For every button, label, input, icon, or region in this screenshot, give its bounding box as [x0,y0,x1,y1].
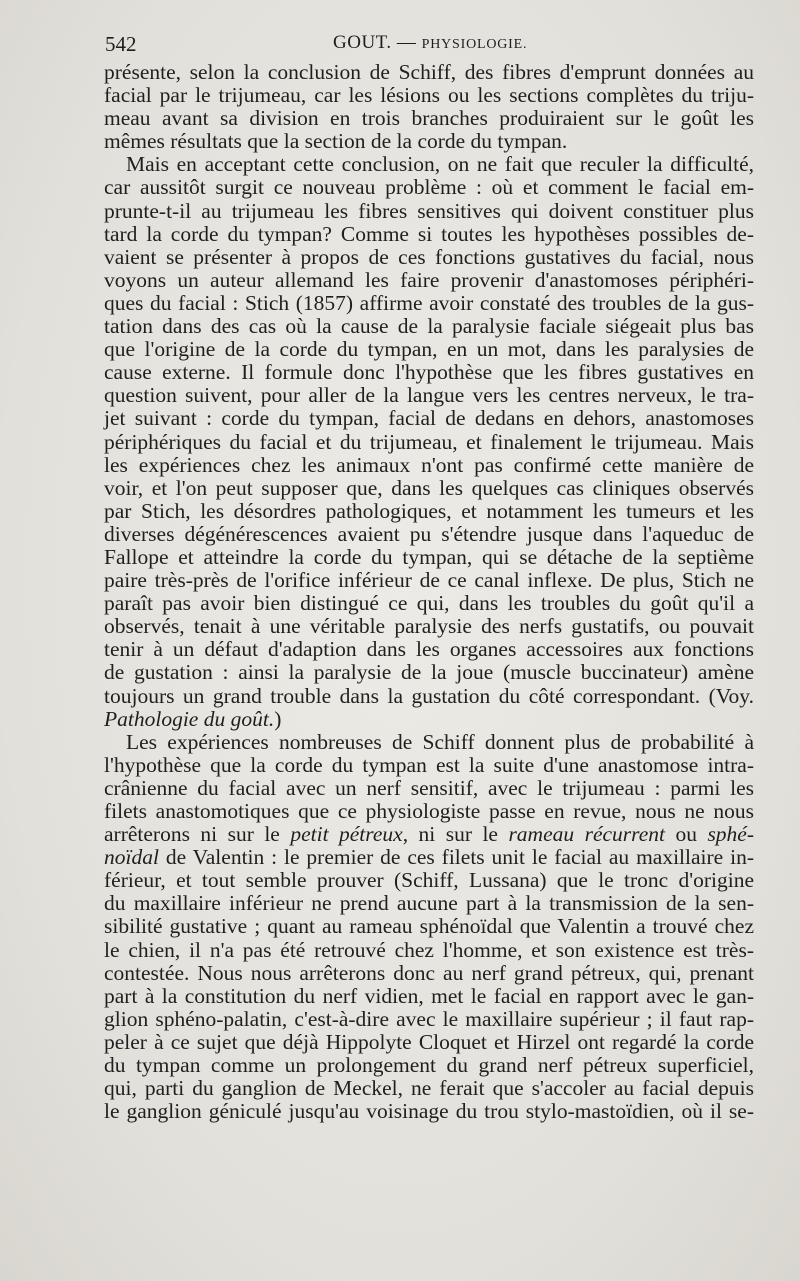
page-header [105,32,750,62]
text-line: tation dans des cas où la cause de la paralysie faciale siégeait plus bas [104,314,754,339]
text-line: présente, selon la conclusion de Schiff, des fibres d'emprunt données au [104,60,754,84]
body-text [104,61,754,1123]
page-number: 542 [105,32,137,56]
text-line [104,708,754,731]
text-line: du maxillaire inférieur ne prend aucune part à la transmission de la sen- [104,891,754,916]
text-line: meau avant sa division en trois branches produiraient sur le goût les [104,106,754,131]
text-line: Fallope et atteindre la corde du tympan, qui se détache de la septième [104,544,754,569]
italic-term: noïdal [104,845,159,870]
text-line: prunte-t-il au trijumeau les fibres sensitives qui doivent constituer plus [104,198,754,223]
text-line: filets anastomotiques que ce physiologiste passe en revue, nous ne nous [104,799,754,823]
text-line: l'hypothèse que la corde du tympan est la suite d'une anastomose intra- [104,752,754,777]
closing-paren: ) [274,706,282,731]
text-line: ques du facial : Stich (1857) affirme avoir constaté des troubles de la gus- [104,290,754,315]
text-segment: , ni sur le [402,822,509,847]
text-line: qui, parti du ganglion de Meckel, ne ferait que s'accoler au facial depuis [104,1076,754,1101]
text-line: Mais en acceptant cette conclusion, on ne fait que reculer la difficulté, [126,152,754,177]
text-line: le ganglion géniculé jusqu'au voisinage du trou stylo-mastoïdien, où il se- [104,1099,754,1124]
text-line: question suivent, pour aller de la langue vers les centres nerveux, le tra- [104,383,754,408]
text-line: périphériques du facial et du trijumeau, et finalement le trijumeau. Mais [104,429,754,454]
text-line: les expériences chez les animaux n'ont pas confirmé cette manière de [104,452,754,477]
text-line: facial par le trijumeau, car les lésions ou les sections complètes du triju- [104,83,754,108]
text-line: contestée. Nous nous arrêterons donc au nerf grand pétreux, qui, prenant [104,960,754,985]
text-line: crânienne du facial avec un nerf sensitif, avec le trijumeau : parmi les [104,775,754,800]
text-line: tenir à un défaut d'adaption dans les organes accessoires aux fonctions [104,637,754,662]
text-line: férieur, et tout semble prouver (Schiff, Lussana) que le tronc d'origine [104,868,754,893]
text-line: glion sphéno-palatin, c'est-à-dire avec le maxillaire supérieur ; il faut rap- [104,1006,754,1031]
running-head [333,32,527,54]
text-line: tard la corde du tympan? Comme si toutes les hypothèses possibles de- [104,221,754,246]
text-segment: ou [665,822,708,847]
text-line: toujours un grand trouble dans la gustation du côté correspondant. (Voy. [104,683,754,708]
paragraph-1 [104,61,754,153]
text-line: diverses dégénérescences avaient pu s'étendre jusque dans l'aqueduc de [104,521,754,546]
text-line: car aussitôt surgit ce nouveau problème : où et comment le facial em- [104,175,754,200]
text-line: sibilité gustative ; quant au rameau sphénoïdal que Valentin a trouvé chez [104,914,754,939]
text-line: de gustation : ainsi la paralysie de la joue (muscle buccinateur) amène [104,660,754,685]
text-line [104,846,754,869]
text-line: le chien, il n'a pas été retrouvé chez l'homme, et son existence est très- [104,937,754,962]
text-line [104,823,754,846]
text-line: vaient se présenter à propos de ces fonctions gustatives du facial, nous [104,244,754,269]
text-line: peler à ce sujet que déjà Hippolyte Cloquet et Hirzel ont regardé la corde [104,1029,754,1054]
italic-term: rameau récurrent [508,822,665,847]
text-line: jet suivant : corde du tympan, facial de dedans en dehors, anastomoses [104,406,754,431]
running-subtitle: PHYSIOLOGIE. [421,37,528,52]
text-line: voir, et l'on peut supposer que, dans les quelques cas cliniques observés [104,475,754,500]
text-line: mêmes résultats que la section de la corde du tympan. [104,129,568,154]
running-title: GOUT. [333,32,392,53]
text-line: part à la constitution du nerf vidien, met le facial en rapport avec le gan- [104,983,754,1008]
running-dash: — [396,32,417,53]
text-line: Les expériences nombreuses de Schiff donnent plus de probabilité à [126,729,754,754]
text-line: cause externe. Il formule donc l'hypothèse que les fibres gustatives en [104,360,754,385]
text-line: par Stich, les désordres pathologiques, et notamment les tumeurs et les [104,498,754,523]
text-segment: de Valentin : le premier de ces filets unit le facial au maxillaire in- [158,845,754,870]
text-line: observés, tenait à une véritable paralysie des nerfs gustatifs, ou pouvait [104,614,754,639]
italic-term: petit pétreux [290,822,403,847]
paragraph-2 [104,153,754,730]
text-line: que l'origine de la corde du tympan, en un mot, dans les paralysies de [104,337,754,362]
text-line: paire très-près de l'orifice inférieur de ce canal inflexe. De plus, Stich ne [104,568,754,593]
italic-term: sphé- [707,822,755,847]
text-line: du tympan comme un prolongement du grand nerf pétreux superficiel, [104,1053,754,1078]
text-segment: arrêterons ni sur le [104,822,291,847]
paragraph-3 [104,731,754,1124]
text-line: voyons un auteur allemand les faire provenir d'anastomoses périphéri- [104,267,754,292]
book-reference: Pathologie du goût. [104,706,275,731]
text-line: paraît pas avoir bien distingué ce qui, dans les troubles du goût qu'il a [104,591,754,616]
